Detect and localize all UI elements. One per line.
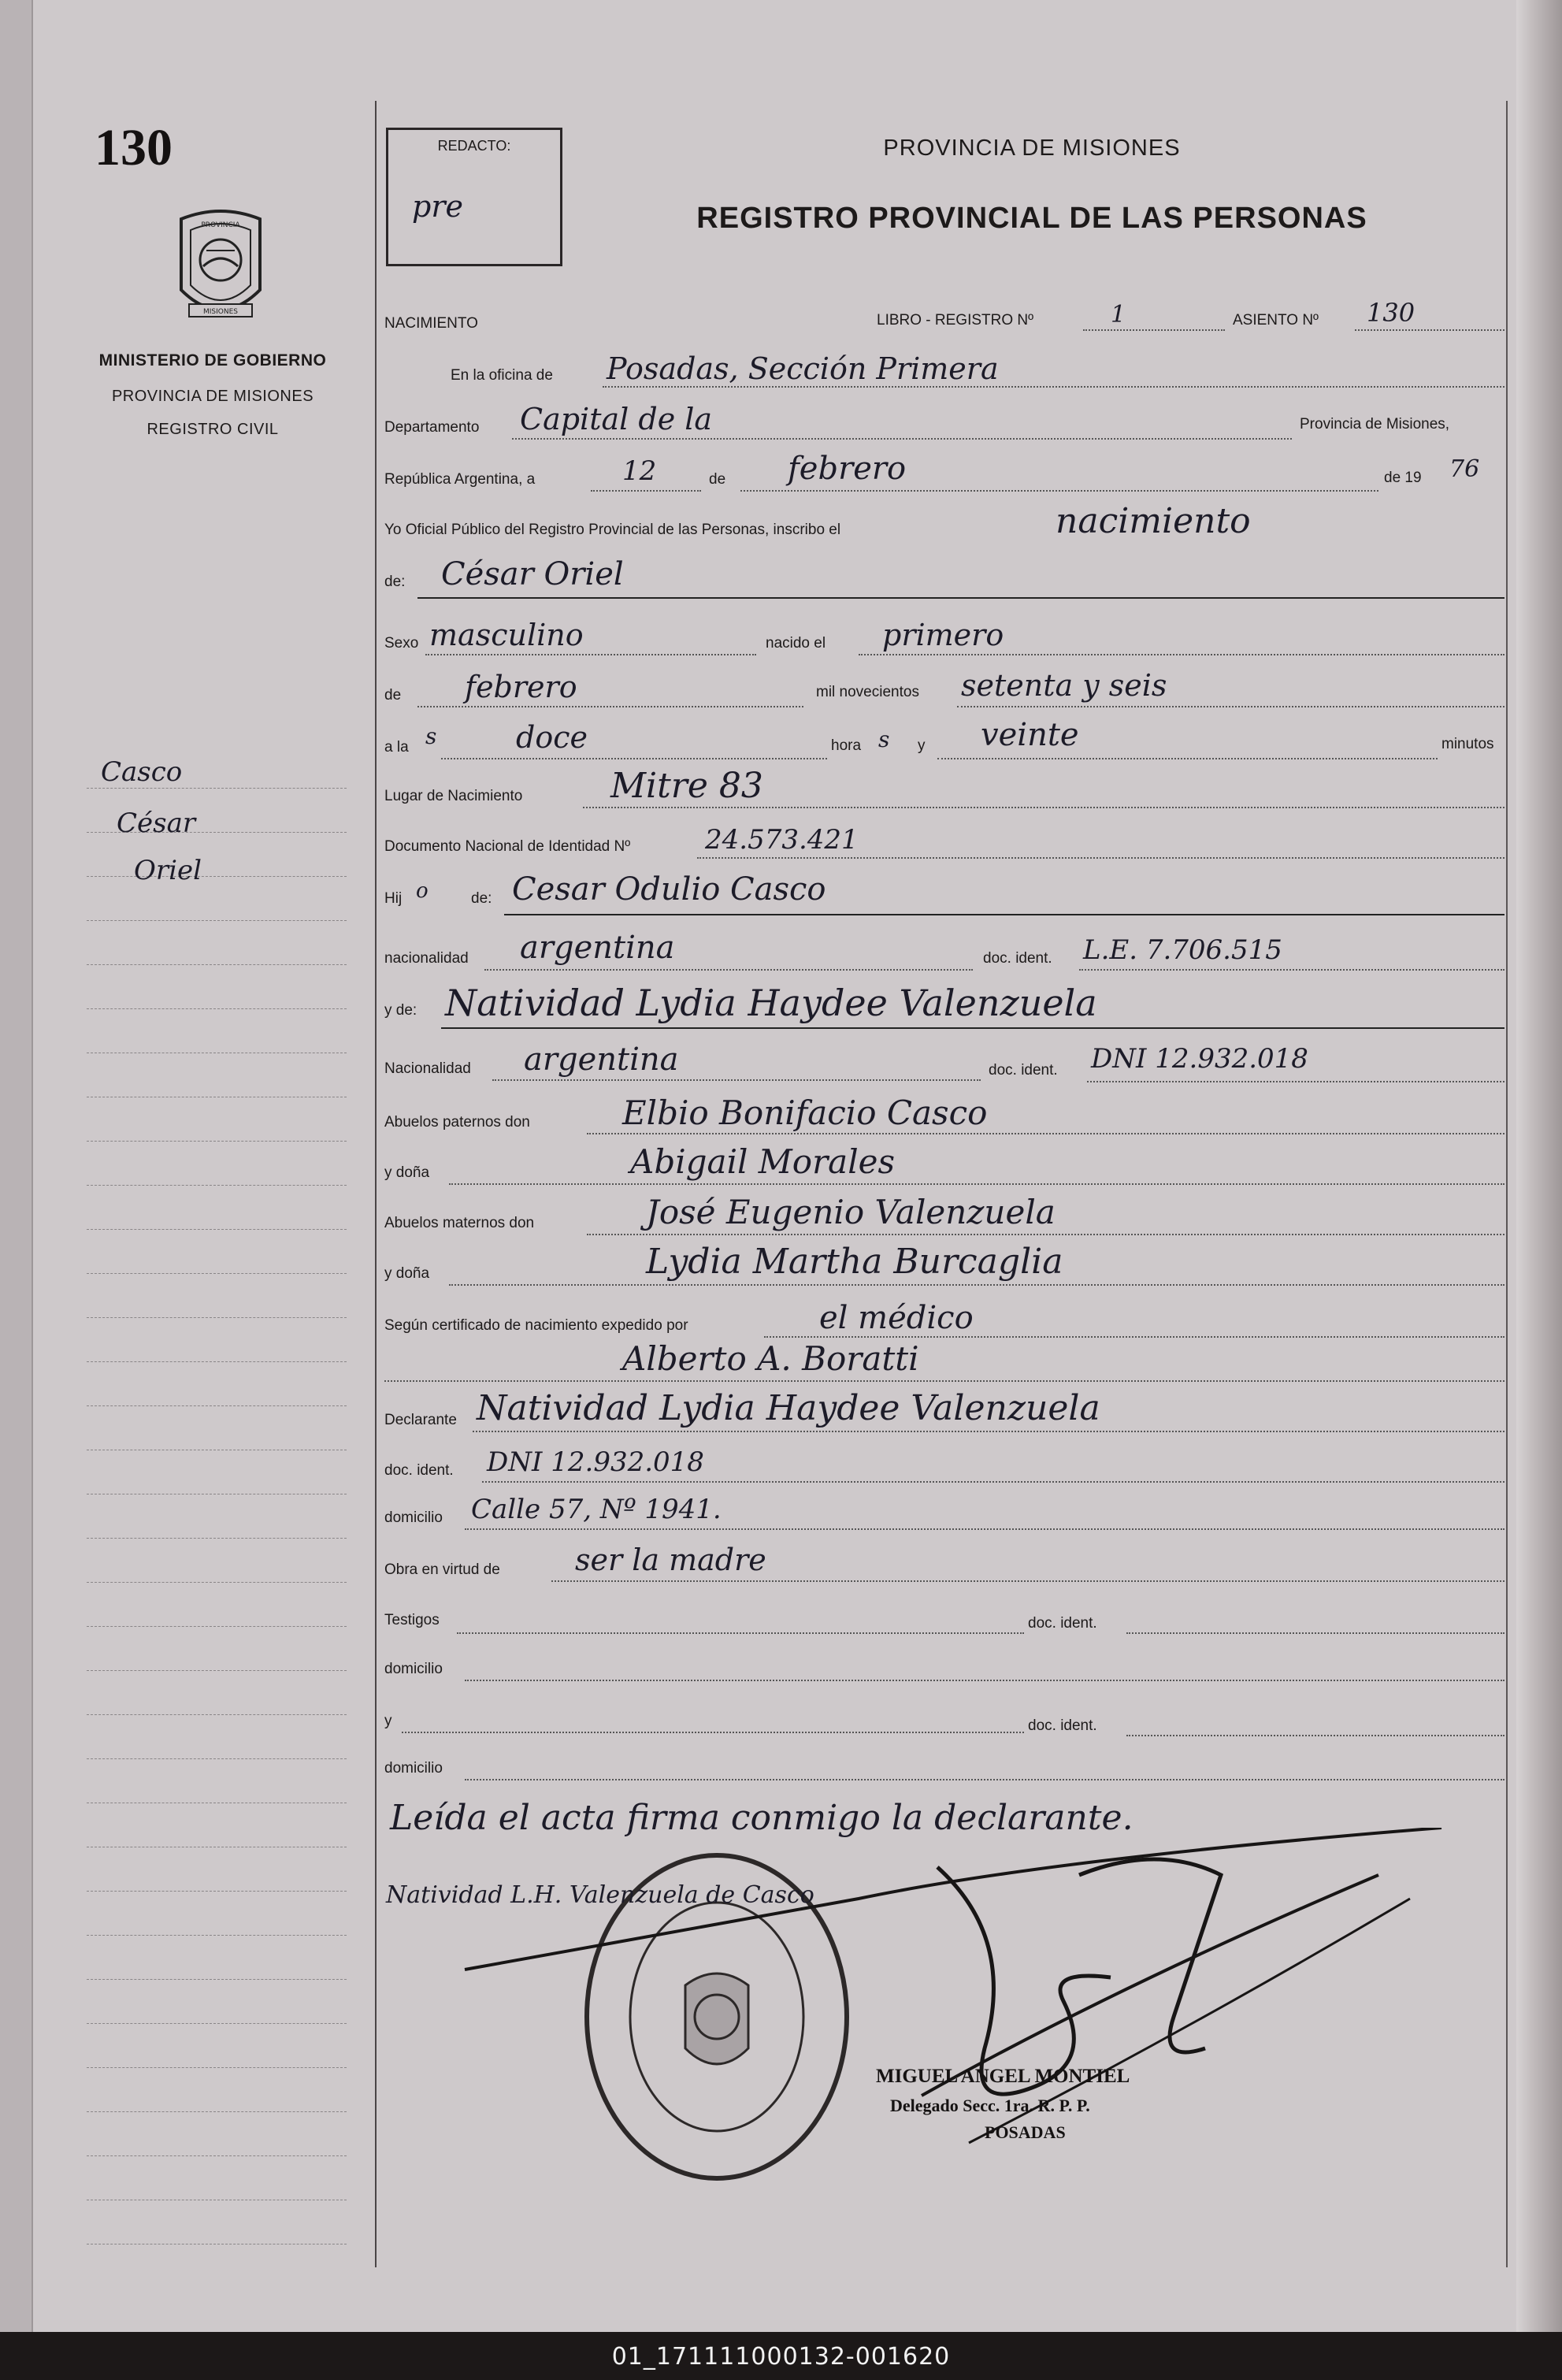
- y-testigo-label: y: [384, 1713, 392, 1729]
- marginal-note-line: Oriel: [134, 855, 202, 886]
- margin-rule-line: [87, 1317, 347, 1318]
- oficial-label: Yo Oficial Público del Registro Provincial de las Personas, inscribo el: [384, 522, 841, 538]
- nacionalidad2-value: argentina: [524, 1041, 679, 1078]
- abuelos-maternos-label: Abuelos maternos don: [384, 1215, 535, 1231]
- domicilio-value: Calle 57, Nº 1941.: [471, 1494, 722, 1525]
- nac1-line: [484, 969, 973, 971]
- y-label: y: [918, 737, 926, 754]
- footer-bar: [0, 2332, 1562, 2380]
- yde-label: y de:: [384, 1002, 417, 1019]
- madre-value: Natividad Lydia Haydee Valenzuela: [445, 982, 1097, 1024]
- minutos-value: veinte: [981, 717, 1079, 753]
- de2-label: de: [384, 687, 402, 704]
- minutos-label: minutos: [1441, 736, 1494, 752]
- margin-rule-line: [87, 964, 347, 965]
- margin-rule-line: [87, 788, 347, 789]
- margin-rule-line: [87, 1582, 347, 1583]
- margin-rule-line: [87, 1714, 347, 1715]
- sexo-value: masculino: [429, 618, 584, 652]
- documento-line: [697, 857, 1504, 859]
- margin-rule-line: [87, 1670, 347, 1671]
- asiento-value: 130: [1367, 298, 1415, 328]
- margin-rule-line: [87, 2067, 347, 2068]
- anio-nac-value: setenta y seis: [961, 668, 1167, 703]
- margin-rule-line: [87, 1185, 347, 1186]
- redacto-box: [386, 128, 562, 266]
- official-city: POSADAS: [985, 2122, 1066, 2142]
- testigo2-line: [402, 1732, 1024, 1733]
- abmat2-line: [449, 1284, 1504, 1286]
- abuelos-paternos-label: Abuelos paternos don: [384, 1114, 530, 1131]
- declarante-value: Natividad Lydia Haydee Valenzuela: [477, 1388, 1100, 1428]
- padre-line: [504, 914, 1504, 915]
- medico-value: Alberto A. Boratti: [622, 1339, 919, 1378]
- obra-line: [551, 1580, 1504, 1582]
- departamento-line: [512, 438, 1292, 440]
- asiento-label: ASIENTO Nº: [1233, 312, 1319, 329]
- doc2-line: [1087, 1081, 1504, 1082]
- crest-bottom-text: MISIONES: [202, 308, 239, 316]
- dom-testigo2-line: [465, 1779, 1504, 1780]
- province-header: PROVINCIA DE MISIONES: [883, 136, 1181, 161]
- domicilio-testigo1-label: domicilio: [384, 1661, 443, 1677]
- signature-strokes-icon: [370, 1828, 1504, 2190]
- margin-rule-line: [87, 1758, 347, 1759]
- crest-top-text: PROVINCIA: [201, 221, 240, 229]
- official-role: Delegado Secc. 1ra. R. P. P.: [890, 2096, 1090, 2115]
- sexo-line: [425, 654, 756, 655]
- asiento-line: [1355, 329, 1504, 331]
- registry-title: REGISTRO PROVINCIAL DE LAS PERSONAS: [696, 202, 1367, 235]
- margin-rule-line: [87, 2023, 347, 2024]
- de19-label: de 19: [1384, 470, 1422, 486]
- horas-label: hora: [831, 737, 862, 754]
- redacto-value: pre: [412, 189, 463, 224]
- departamento-value: Capital de la: [520, 402, 713, 436]
- obra-label: Obra en virtud de: [384, 1561, 500, 1578]
- margin-rule-line: [87, 2111, 347, 2112]
- folio-number: 130: [95, 119, 173, 176]
- testigos-label: Testigos: [384, 1612, 440, 1628]
- margin-rule-line: [87, 1979, 347, 1980]
- hijo-de-label: de:: [471, 890, 492, 907]
- horas-suffix: s: [878, 726, 890, 752]
- nac2-line: [492, 1079, 981, 1081]
- cert-line: [764, 1336, 1504, 1338]
- nacido-label: nacido el: [766, 635, 826, 652]
- margin-rule-line: [87, 920, 347, 921]
- official-name: MIGUEL ANGEL MONTIEL: [876, 2066, 1130, 2087]
- doc1-line: [1079, 969, 1504, 971]
- doc-declarante-label: doc. ident.: [384, 1462, 454, 1479]
- padre-value: Cesar Odulio Casco: [512, 871, 826, 908]
- margin-rule-line: [87, 1273, 347, 1274]
- abmat-line: [587, 1234, 1504, 1235]
- declarant-signature: Natividad L.H. Valenzuela de Casco: [386, 1881, 814, 1909]
- libro-line: [1083, 329, 1225, 331]
- margin-rule-line: [87, 876, 347, 877]
- alas-value: s: [425, 723, 437, 749]
- libro-value: 1: [1111, 301, 1126, 329]
- footer-filename: 01_171111000132-001620: [611, 2343, 951, 2371]
- mes-value: febrero: [788, 451, 907, 487]
- redacto-label: REDACTO:: [437, 138, 511, 154]
- frame-right-line: [1506, 101, 1508, 2267]
- hora-line: [441, 758, 827, 759]
- abuelos-maternos-value: José Eugenio Valenzuela: [646, 1193, 1056, 1231]
- margin-rule-line: [87, 1008, 347, 1009]
- sexo-label: Sexo: [384, 635, 419, 652]
- abuelos-paternos-value: Elbio Bonifacio Casco: [622, 1093, 988, 1132]
- province-label-left: PROVINCIA DE MISIONES: [111, 388, 314, 405]
- dom-testigo1-line: [465, 1680, 1504, 1681]
- minutos-line: [937, 758, 1438, 759]
- certificado-label: Según certificado de nacimiento expedido por: [384, 1317, 688, 1334]
- doc-testigo2-label: doc. ident.: [1028, 1717, 1097, 1734]
- ministry-label: MINISTERIO DE GOBIERNO: [98, 351, 327, 369]
- provincia-label: Provincia de Misiones,: [1300, 416, 1450, 433]
- obra-value: ser la madre: [575, 1543, 766, 1577]
- mes-nac-line: [417, 706, 803, 707]
- testigos-line: [457, 1632, 1024, 1634]
- doc-declarante-value: DNI 12.932.018: [487, 1446, 704, 1478]
- oficina-value: Posadas, Sección Primera: [607, 351, 999, 386]
- documento-label: Documento Nacional de Identidad Nº: [384, 838, 631, 855]
- doc-testigo1-label: doc. ident.: [1028, 1615, 1097, 1632]
- lugar-value: Mitre 83: [610, 766, 763, 806]
- dia-line: [591, 490, 701, 492]
- abuela-materna-value: Lydia Martha Burcaglia: [646, 1242, 1063, 1282]
- margin-rule-line: [87, 1405, 347, 1406]
- margin-rule-line: [87, 1538, 347, 1539]
- oficina-label: En la oficina de: [451, 367, 553, 384]
- de-label: de: [709, 471, 726, 488]
- mes-nac-value: febrero: [465, 670, 577, 704]
- docdecl-line: [482, 1481, 1504, 1483]
- medico-line: [384, 1380, 1504, 1382]
- dia-value: 12: [622, 455, 657, 487]
- anio-value: 76: [1449, 455, 1480, 483]
- doc2-label: doc. ident.: [989, 1062, 1058, 1079]
- domicilio-testigo2-label: domicilio: [384, 1760, 443, 1777]
- margin-rule-line: [87, 1141, 347, 1142]
- declarante-label: Declarante: [384, 1412, 457, 1428]
- registro-civil-label: REGISTRO CIVIL: [147, 421, 279, 438]
- closing-text: Leída el acta firma conmigo la declarante.: [390, 1798, 1133, 1838]
- abpat-line: [587, 1133, 1504, 1134]
- margin-rule-line: [87, 2155, 347, 2156]
- madre-line: [441, 1027, 1504, 1029]
- nacionalidad1-label: nacionalidad: [384, 950, 469, 967]
- margin-rule-line: [87, 1626, 347, 1627]
- certificado-value: el médico: [819, 1300, 974, 1336]
- doc-testigo1-line: [1126, 1632, 1504, 1634]
- anio-nac-line: [957, 706, 1504, 707]
- margin-rule-line: [87, 1229, 347, 1230]
- margin-rule-line: [87, 1935, 347, 1936]
- domicilio-label: domicilio: [384, 1509, 443, 1526]
- mes-line: [740, 490, 1378, 492]
- abuela-paterna-value: Abigail Morales: [630, 1142, 896, 1181]
- doc-testigo2-line: [1126, 1735, 1504, 1736]
- libro-label: LIBRO - REGISTRO Nº: [877, 312, 1034, 329]
- page-edge: [1516, 0, 1562, 2332]
- lugar-label: Lugar de Nacimiento: [384, 788, 523, 804]
- republica-label: República Argentina, a: [384, 471, 536, 488]
- nombre-value: César Oriel: [441, 556, 624, 592]
- lugar-line: [583, 807, 1504, 808]
- book-binding: [0, 0, 33, 2332]
- nacionalidad1-value: argentina: [520, 930, 675, 966]
- nombre-line: [417, 597, 1504, 599]
- hijo-suffix: o: [416, 879, 429, 903]
- acto-value: nacimiento: [1056, 501, 1251, 541]
- mil-label: mil novecientos: [816, 684, 919, 700]
- hora-value: doce: [516, 720, 588, 755]
- alas-label: a la: [384, 739, 409, 756]
- doc1-value: L.E. 7.706.515: [1083, 934, 1282, 966]
- doc2-value: DNI 12.932.018: [1091, 1043, 1308, 1075]
- departamento-label: Departamento: [384, 419, 480, 436]
- marginal-note-line: César: [117, 808, 196, 839]
- documento-value: 24.573.421: [705, 824, 859, 856]
- ydona2-label: y doña: [384, 1265, 430, 1282]
- doc1-label: doc. ident.: [983, 950, 1052, 967]
- declarante-line: [473, 1431, 1504, 1432]
- ydona1-label: y doña: [384, 1164, 430, 1181]
- hijo-label: Hij: [384, 890, 403, 907]
- abpat2-line: [449, 1183, 1504, 1185]
- margin-rule-line: [87, 1361, 347, 1362]
- nacido-value: primero: [882, 618, 1004, 652]
- domicilio-line: [465, 1528, 1504, 1530]
- marginal-note-line: Casco: [101, 756, 183, 788]
- nacido-line: [859, 654, 1504, 655]
- nacimiento-label: NACIMIENTO: [384, 315, 478, 332]
- nacionalidad2-label: Nacionalidad: [384, 1060, 471, 1077]
- margin-rule-line: [87, 1891, 347, 1892]
- de-colon-label: de:: [384, 574, 406, 590]
- province-crest-icon: [165, 203, 276, 329]
- oficina-line: [603, 386, 1504, 388]
